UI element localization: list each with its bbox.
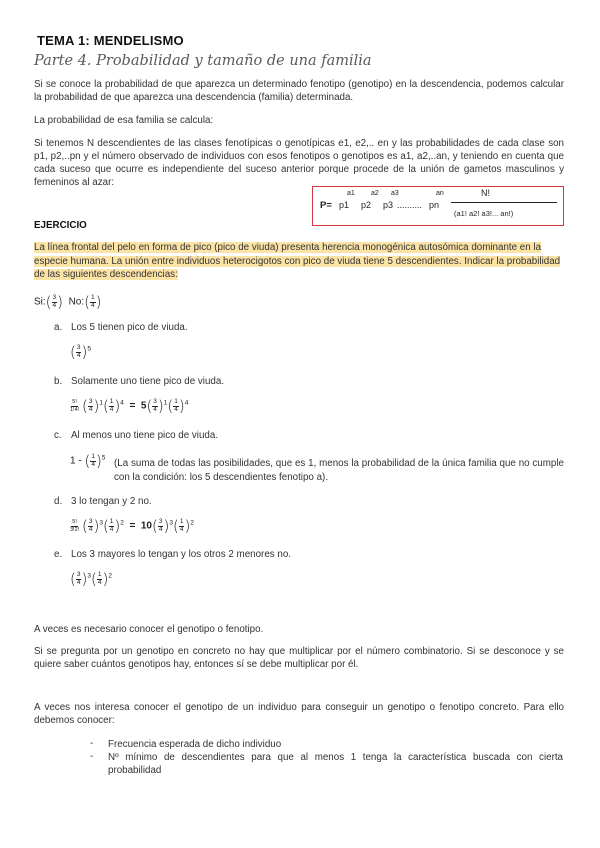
- formula-numerator: N!: [481, 188, 490, 198]
- formula-power-a2: a2: [371, 190, 379, 197]
- si-label: Si:: [34, 296, 46, 308]
- item-d-letter: d.: [54, 496, 63, 507]
- item-a-text: Los 5 tienen pico de viuda.: [71, 322, 188, 333]
- formula-base-pn: pn: [429, 200, 440, 210]
- section-subheading: Parte 4. Probabilidad y tamaño de una familia: [34, 53, 372, 69]
- item-b-letter: b.: [54, 376, 63, 387]
- paragraph-individual: A veces nos interesa conocer el genotipo de un individuo para conseguir un genotipo o fenotipo concreto. Para ello debemos conocer:: [34, 702, 564, 726]
- item-a-math: ( $\frac{3}{4}$ )$^5$: [70, 343, 91, 361]
- no-label: No:: [68, 296, 85, 308]
- exercise-title: EJERCICIO: [34, 220, 87, 231]
- item-d-text: 3 lo tengan y 2 no.: [71, 496, 152, 507]
- bullet-mark-2: -: [90, 751, 94, 762]
- formula-p-label: P=: [320, 200, 332, 211]
- item-c-letter: c.: [54, 430, 62, 441]
- item-e-text: Los 3 mayores lo tengan y los otros 2 menores no.: [71, 549, 292, 560]
- definition-paragraph: Si tenemos N descendientes de las clases fenotípicas o genotípicas e1, e2,.. en y las probabilidades de cada clase son p1, p2,..pn y el número observado de individuos con esos fenotipos o genotipos es a1, a2,..an, y teniendo en cuenta que cada suceso que ocurre es independiente del suceso anterior porque procede de la unión de gametos masculinos y femeninos al azar:: [34, 138, 564, 188]
- intro-paragraph: Si se conoce la probabilidad de que aparezca un determinado fenotipo (genotipo) en la descendencia, podemos calcular la probabilidad de que aparezca una descendencia (familia) determinada.: [34, 79, 564, 103]
- paragraph-genotype: A veces es necesario conocer el genotipo o fenotipo.: [34, 624, 264, 635]
- item-c-math: 1 - ( $\frac{1}{4}$ )$^5$: [70, 452, 106, 470]
- formula-box: [312, 186, 564, 226]
- item-e-math: ( $\frac{3}{4}$ )$^3$( $\frac{1}{4}$ )$^2$: [70, 570, 112, 588]
- bullet-mark-1: -: [90, 738, 94, 749]
- item-d-math: $\frac{5!}{3!2!}$ ( $\frac{3}{4}$ )$^3$( $\frac{1}{4}$ )$^2$ = 10( $\frac{3}{4}$ )$^3$( $\frac{1}{4}$ )$^2$: [70, 517, 194, 535]
- item-b-math: $\frac{5!}{1!4!}$ ( $\frac{3}{4}$ )$^1$( $\frac{1}{4}$ )$^4$ = 5( $\frac{3}{4}$ )$^1$( $\frac{1}{4}$ )$^4$: [70, 397, 189, 415]
- bullet-item-2: Nº mínimo de descendientes para que al menos 1 tenga la característica buscada con cierta probabilidad: [108, 752, 563, 776]
- item-e-letter: e.: [54, 549, 63, 560]
- item-c-text: Al menos uno tiene pico de viuda.: [71, 430, 219, 441]
- item-b-text: Solamente uno tiene pico de viuda.: [71, 376, 225, 387]
- paragraph-combinatorial: Si se pregunta por un genotipo en concreto no hay que multiplicar por el número combinatorio. Si se desconoce y se quiere saber cuántos genotipos hay, entonces sí se debe multiplicar por él.: [34, 646, 564, 670]
- formula-fraction-bar: [451, 202, 557, 203]
- item-c-note: (La suma de todas las posibilidades, que es 1, menos la probabilidad de la única familia que no cumple con la condición: los 5 descendientes fenotipo a).: [114, 458, 564, 483]
- bullet-item-1: Frecuencia esperada de dicho individuo: [108, 739, 282, 750]
- item-a-letter: a.: [54, 322, 63, 333]
- si-no-line: Si:( $\frac{3}{4}$ ) No:( $\frac{1}{4}$ ): [34, 293, 102, 311]
- formula-power-a3: a3: [391, 190, 399, 197]
- formula-power-a1: a1: [347, 190, 355, 197]
- exercise-statement: [34, 241, 564, 282]
- formula-denominator: (a1! a2! a3!... an!): [454, 209, 514, 218]
- exercise-statement-text: La línea frontal del pelo en forma de pico (pico de viuda) presenta herencia monogénica autosómica dominante en la especie humana. La unión entre individuos heterocigotos con pico de viuda tiene 5 descendientes. Indicar la probabilidad de las siguientes descendencias:: [34, 242, 561, 280]
- calc-line: La probabilidad de esa familia se calcula:: [34, 115, 214, 126]
- formula-base-p2: p2: [361, 200, 372, 210]
- formula-base-p1: p1: [339, 200, 350, 210]
- topic-heading: TEMA 1: MENDELISMO: [37, 33, 184, 48]
- formula-dots: ..........: [397, 200, 423, 210]
- formula-power-an: an: [436, 190, 444, 197]
- formula-base-p3: p3: [383, 200, 394, 210]
